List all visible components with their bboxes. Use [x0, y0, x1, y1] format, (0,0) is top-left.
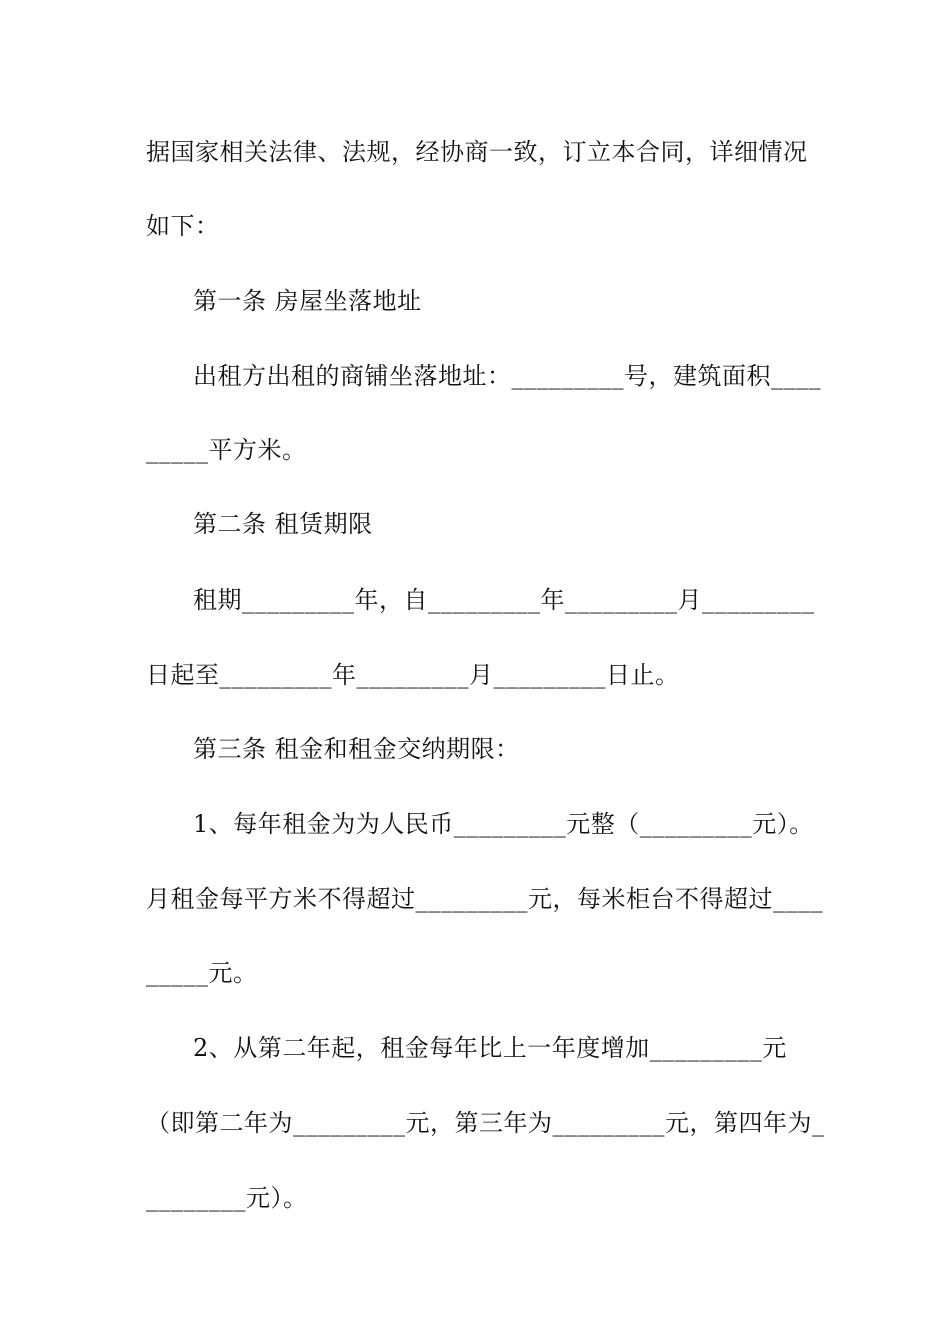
contract-text-line: ________元）。 [146, 1184, 308, 1212]
contract-text-line: 据国家相关法律、法规，经协商一致，订立本合同，详细情况 [146, 138, 808, 166]
article-1-heading: 第一条 房屋坐落地址 [193, 287, 422, 315]
contract-text-line: 2、从第二年起，租金每年比上一年度增加_________元 [193, 1034, 787, 1062]
contract-text-line: 日起至_________年_________月_________日止。 [146, 661, 680, 689]
article-3-heading: 第三条 租金和租金交纳期限： [193, 735, 520, 763]
contract-text-line: 租期_________年，自_________年_________月_________ [193, 586, 815, 614]
contract-text-line: 如下： [146, 212, 220, 240]
contract-text-line: 1、每年租金为为人民币_________元整（_________元）。 [193, 810, 814, 838]
contract-text-line: _____元。 [146, 959, 258, 987]
article-2-heading: 第二条 租赁期限 [193, 510, 373, 538]
contract-text-line: 出租方出租的商铺坐落地址：_________号，建筑面积____ [193, 362, 821, 390]
contract-text-line: _____平方米。 [146, 436, 307, 464]
contract-text-line: （即第二年为_________元，第三年为_________元，第四年为_ [146, 1109, 825, 1137]
contract-text-line: 月租金每平方米不得超过_________元，每米柜台不得超过____ [146, 885, 823, 913]
